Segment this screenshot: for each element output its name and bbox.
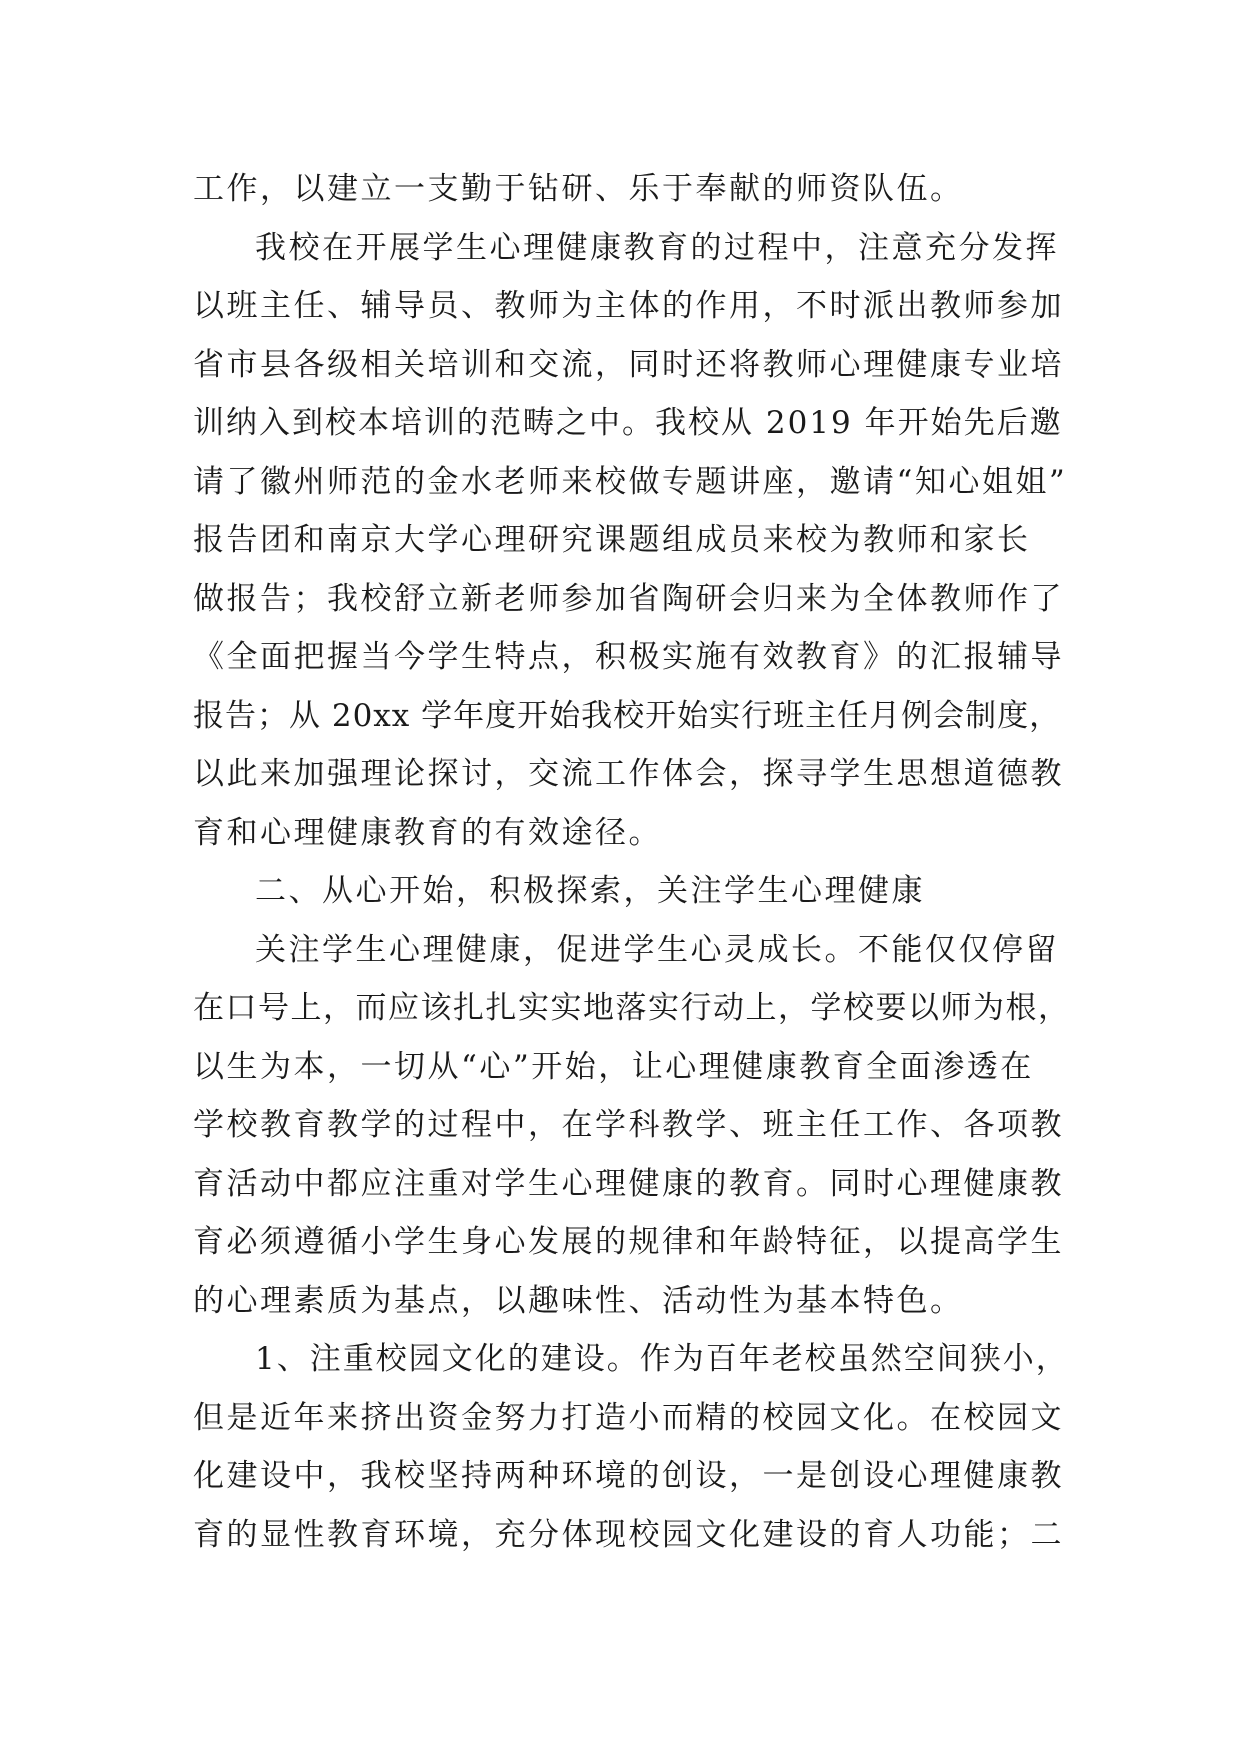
text-line: 报告团和南京大学心理研究课题组成员来校为教师和家长: [193, 522, 1031, 558]
text-line: 化建设中，我校坚持两种环境的创设，一是创设心理健康教: [193, 1458, 1064, 1494]
text-line: 在口号上，而应该扎扎实实地落实行动上，学校要以师为根，: [193, 990, 1071, 1026]
text-line: 育和心理健康教育的有效途径。: [193, 814, 662, 851]
text-line: 《全面把握当今学生特点，积极实施有效教育》的汇报辅导: [193, 639, 1064, 675]
text-line: 报告；从 20xx 学年度开始我校开始实行班主任月例会制度，: [193, 697, 1062, 734]
text-line: 育活动中都应注重对学生心理健康的教育。同时心理健康教: [193, 1165, 1064, 1202]
text-line: 育的显性教育环境，充分体现校园文化建设的育人功能；二: [193, 1516, 1064, 1553]
text-line: 做报告；我校舒立新老师参加省陶研会归来为全体教师作了: [193, 580, 1064, 617]
text-line: 以此来加强理论探讨，交流工作体会，探寻学生思想道德教: [193, 756, 1064, 792]
text-line: 的心理素质为基点，以趣味性、活动性为基本特色。: [193, 1282, 964, 1319]
text-line: 关注学生心理健康，促进学生心灵成长。不能仅仅停留: [255, 931, 1059, 968]
text-line: 省市县各级相关培训和交流，同时还将教师心理健康专业培: [193, 346, 1064, 383]
document-body: [193, 160, 1071, 1564]
text-line: 我校在开展学生心理健康教育的过程中，注意充分发挥: [255, 229, 1059, 266]
text-line: 以生为本，一切从“心”开始，让心理健康教育全面渗透在: [193, 1048, 1034, 1085]
text-line: 1、注重校园文化的建设。作为百年老校虽然空间狭小，: [255, 1341, 1069, 1377]
text-line: 学校教育教学的过程中，在学科教学、班主任工作、各项教: [193, 1107, 1064, 1143]
text-line: 以班主任、辅导员、教师为主体的作用，不时派出教师参加: [193, 288, 1064, 324]
text-line: 工作，以建立一支勤于钻研、乐于奉献的师资队伍。: [193, 171, 964, 207]
text-line: 请了徽州师范的金水老师来校做专题讲座，邀请“知心姐姐”: [193, 463, 1068, 500]
text-line: 但是近年来挤出资金努力打造小而精的校园文化。在校园文: [193, 1399, 1064, 1436]
text-line: 二、从心开始，积极探索，关注学生心理健康: [255, 873, 925, 909]
text-line: 育必须遵循小学生身心发展的规律和年龄特征，以提高学生: [193, 1224, 1064, 1260]
text-line: 训纳入到校本培训的范畴之中。我校从 2019 年开始先后邀: [193, 405, 1063, 441]
